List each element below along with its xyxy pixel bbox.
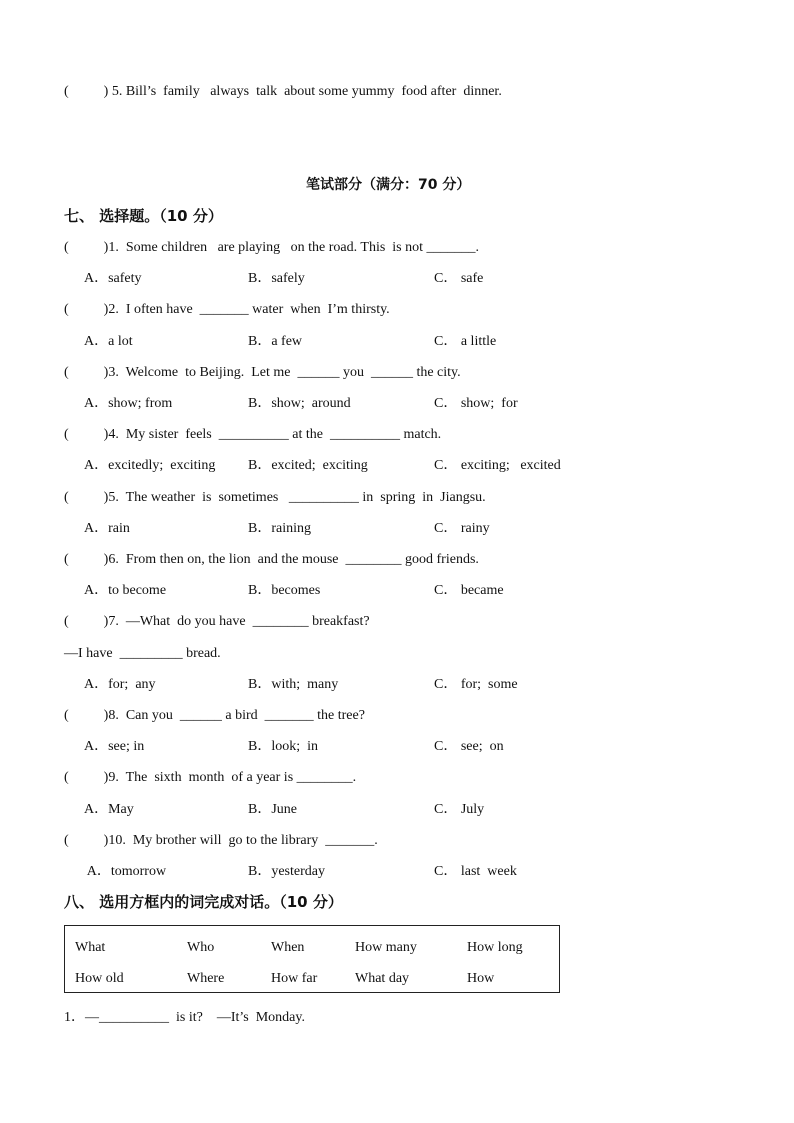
question-3-stem: ( )3. Welcome to Beijing. Let me ______ you ______ the city. — [64, 365, 461, 380]
question-7-option-b: B．with; many — [248, 677, 339, 692]
top-question: ( ) 5. Bill’s family always talk about some yummy food after dinner. — [64, 84, 502, 99]
dialogue-question-1: 1．—__________ is it? —It’s Monday. — [64, 1010, 305, 1025]
section-8-heading: 八、 选用方框内的词完成对话。（10 分） — [64, 893, 343, 911]
question-7-answer-line: —I have _________ bread. — [64, 646, 221, 661]
question-3-option-c: C． show; for — [434, 396, 518, 411]
question-9-option-c: C． July — [434, 802, 485, 817]
question-6-option-b: B．becomes — [248, 583, 321, 598]
question-6-option-a: A．to become — [84, 583, 167, 598]
question-2-option-b: B．a few — [248, 334, 303, 349]
question-5-option-b: B．raining — [248, 521, 311, 536]
part-title: 笔试部分（满分：70 分） — [306, 177, 471, 193]
question-10-option-b: B．yesterday — [248, 864, 325, 879]
question-9-option-a: A．May — [84, 802, 134, 817]
question-4-option-c: C． exciting; excited — [434, 458, 561, 473]
question-10-option-a: A．tomorrow — [84, 864, 167, 879]
question-1-stem: ( )1. Some children are playing on the road. This is not _______. — [64, 240, 480, 255]
question-9-option-b: B．June — [248, 802, 297, 817]
question-8-option-b: B．look; in — [248, 739, 319, 754]
question-4-option-a: A．excitedly; exciting — [84, 458, 216, 473]
section-7-heading: 七、 选择题。（10 分） — [64, 207, 223, 225]
word-bank-item: Who — [187, 940, 215, 955]
word-bank-item: What day — [355, 971, 410, 986]
word-bank-item: What — [75, 940, 106, 955]
question-8-option-a: A．see; in — [84, 739, 145, 754]
question-2-option-a: A．a lot — [84, 334, 133, 349]
word-bank-item: How — [467, 971, 495, 986]
word-bank-item: How far — [271, 971, 318, 986]
question-10-option-c: C． last week — [434, 864, 517, 879]
question-2-stem: ( )2. I often have _______ water when I’m thirsty. — [64, 302, 390, 317]
question-4-option-b: B．excited; exciting — [248, 458, 368, 473]
word-bank-item: When — [271, 940, 305, 955]
question-7-stem: ( )7. —What do you have ________ breakfast? — [64, 614, 370, 629]
question-2-option-c: C． a little — [434, 334, 497, 349]
word-bank-item: How long — [467, 940, 523, 955]
question-7-option-c: C． for; some — [434, 677, 518, 692]
question-10-stem: ( )10. My brother will go to the library _______. — [64, 833, 378, 848]
word-bank-item: Where — [187, 971, 225, 986]
question-5-option-a: A．rain — [84, 521, 130, 536]
question-5-stem: ( )5. The weather is sometimes __________ in spring in Jiangsu. — [64, 490, 486, 505]
question-6-option-c: C． became — [434, 583, 504, 598]
question-9-stem: ( )9. The sixth month of a year is ________. — [64, 770, 357, 785]
question-3-option-a: A．show; from — [84, 396, 173, 411]
question-5-option-c: C． rainy — [434, 521, 490, 536]
question-6-stem: ( )6. From then on, the lion and the mouse ________ good friends. — [64, 552, 479, 567]
question-8-option-c: C． see; on — [434, 739, 504, 754]
word-bank-item: How old — [75, 971, 124, 986]
word-bank-box — [64, 925, 560, 993]
word-bank-item: How many — [355, 940, 417, 955]
question-4-stem: ( )4. My sister feels __________ at the __________ match. — [64, 427, 442, 442]
question-1-option-a: A．safety — [84, 271, 142, 286]
question-3-option-b: B．show; around — [248, 396, 351, 411]
question-7-option-a: A．for; any — [84, 677, 156, 692]
question-8-stem: ( )8. Can you ______ a bird _______ the tree? — [64, 708, 365, 723]
question-1-option-c: C． safe — [434, 271, 484, 286]
question-1-option-b: B．safely — [248, 271, 305, 286]
